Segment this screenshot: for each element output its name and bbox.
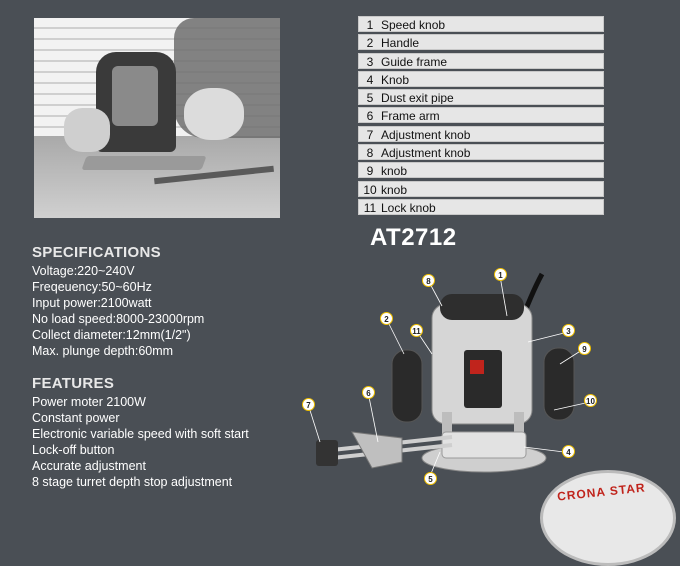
spec-line: No load speed:8000-23000rpm bbox=[32, 312, 205, 326]
part-row bbox=[358, 71, 604, 87]
part-label: Adjustment knob bbox=[381, 127, 471, 142]
part-number: 4 bbox=[366, 72, 374, 87]
brand-badge bbox=[540, 470, 676, 566]
part-number: 9 bbox=[366, 164, 374, 179]
spec-line: Input power:2100watt bbox=[32, 296, 152, 310]
photo-right-glove bbox=[184, 88, 244, 140]
feature-line: Power moter 2100W bbox=[32, 395, 146, 409]
part-row bbox=[358, 181, 604, 197]
callout-11: 11 bbox=[410, 324, 423, 337]
parts-list bbox=[358, 16, 604, 217]
part-number: 5 bbox=[366, 91, 374, 106]
spec-line: Collect diameter:12mm(1/2") bbox=[32, 328, 191, 342]
part-label: Speed knob bbox=[381, 18, 446, 32]
features-heading: FEATURES bbox=[32, 375, 115, 392]
feature-line: Accurate adjustment bbox=[32, 459, 146, 473]
photo-router-base bbox=[81, 156, 206, 170]
photo-router-housing bbox=[112, 66, 158, 126]
specifications-heading: SPECIFICATIONS bbox=[32, 244, 161, 261]
callout-5: 5 bbox=[424, 472, 437, 485]
part-label: knob bbox=[381, 164, 408, 179]
part-row bbox=[358, 53, 604, 69]
features-section bbox=[32, 375, 332, 490]
feature-line: Constant power bbox=[32, 411, 120, 425]
part-row bbox=[358, 144, 604, 160]
part-number: 8 bbox=[366, 146, 374, 161]
part-number: 3 bbox=[366, 54, 374, 69]
product-photo bbox=[34, 18, 280, 218]
feature-line: Electronic variable speed with soft start bbox=[32, 427, 249, 441]
callout-9: 9 bbox=[578, 342, 591, 355]
part-number: 11 bbox=[363, 200, 377, 215]
part-row bbox=[358, 126, 604, 142]
part-number: 6 bbox=[366, 109, 374, 124]
part-number: 1 bbox=[366, 18, 374, 32]
callout-1: 1 bbox=[494, 268, 507, 281]
spec-line: Voltage:220~240V bbox=[32, 264, 135, 278]
part-label: Knob bbox=[381, 72, 410, 87]
specifications-section bbox=[32, 244, 332, 359]
photo-left-glove bbox=[64, 108, 110, 152]
spec-line: Max. plunge depth:60mm bbox=[32, 344, 174, 358]
part-row bbox=[358, 16, 604, 32]
callout-7: 7 bbox=[302, 398, 315, 411]
callout-6: 6 bbox=[362, 386, 375, 399]
part-row bbox=[358, 89, 604, 105]
part-row bbox=[358, 34, 604, 50]
part-label: Guide frame bbox=[381, 54, 448, 69]
part-label: Dust exit pipe bbox=[381, 91, 454, 106]
part-number: 7 bbox=[366, 127, 374, 142]
part-label: Handle bbox=[381, 36, 420, 51]
part-row bbox=[358, 107, 604, 123]
part-row bbox=[358, 199, 604, 215]
callout-10: 10 bbox=[584, 394, 597, 407]
model-number: AT2712 bbox=[370, 224, 457, 251]
callout-2: 2 bbox=[380, 312, 393, 325]
part-number: 10 bbox=[363, 182, 377, 197]
callout-4: 4 bbox=[562, 445, 575, 458]
feature-line: 8 stage turret depth stop adjustment bbox=[32, 475, 233, 489]
callout-8: 8 bbox=[422, 274, 435, 287]
part-label: Frame arm bbox=[381, 109, 440, 124]
part-row bbox=[358, 162, 604, 178]
part-number: 2 bbox=[366, 36, 374, 51]
callout-3: 3 bbox=[562, 324, 575, 337]
spec-line: Freqeuency:50~60Hz bbox=[32, 280, 152, 294]
brand-badge-text: CRONA STAR bbox=[556, 480, 647, 504]
feature-line: Lock-off button bbox=[32, 443, 115, 457]
part-label: Lock knob bbox=[381, 200, 436, 215]
part-label: knob bbox=[381, 182, 408, 197]
part-label: Adjustment knob bbox=[381, 146, 471, 161]
